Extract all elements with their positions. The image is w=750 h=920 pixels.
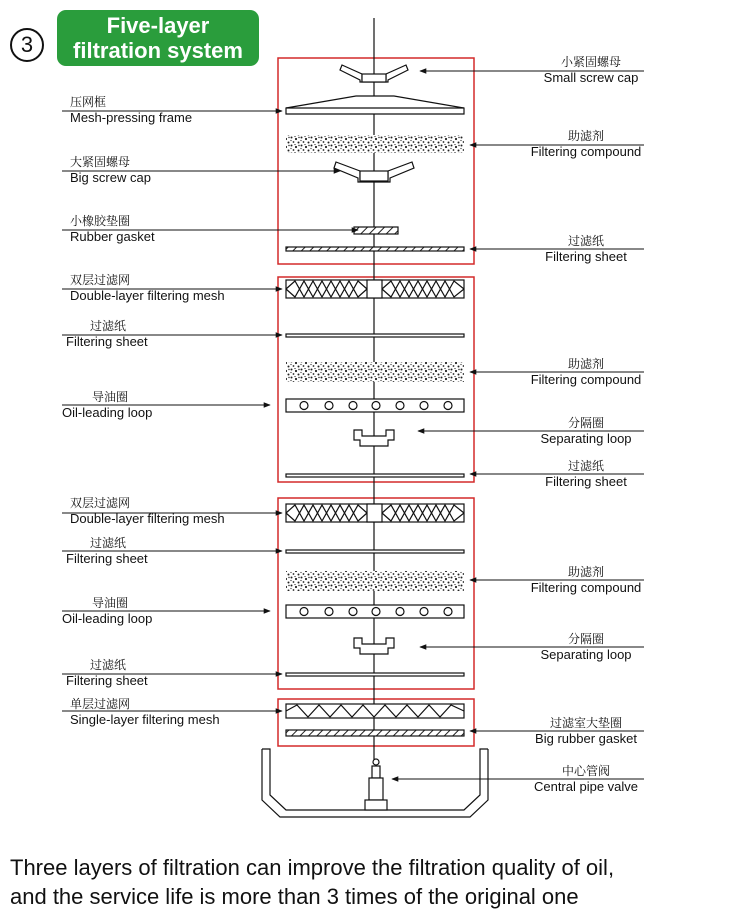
label-filtering-sheet-3	[532, 458, 640, 490]
label-zh: 压网框	[70, 95, 107, 109]
label-central-valve	[524, 763, 648, 795]
label-zh: 分隔圈	[567, 632, 604, 646]
label-en: Separating loop	[540, 647, 632, 662]
rubber-gasket	[354, 227, 398, 234]
label-en: Double-layer filtering mesh	[70, 511, 225, 526]
caption-line-1: Three layers of filtration can improve the filtration quality of oil,	[10, 855, 615, 880]
label-zh: 助滤剂	[567, 357, 604, 371]
double-layer-mesh-1	[286, 280, 464, 298]
filtering-sheet-2	[286, 334, 464, 337]
label-zh: 助滤剂	[567, 565, 604, 579]
label-en: Filtering compound	[530, 372, 642, 387]
double-layer-mesh-2	[286, 504, 464, 522]
label-en: Big screw cap	[70, 170, 151, 185]
label-compound-2	[522, 356, 650, 388]
mesh-pressing-frame	[286, 96, 464, 114]
label-separating-loop-2	[532, 631, 640, 663]
label-en: Central pipe valve	[533, 779, 639, 794]
label-zh: 过滤纸	[567, 459, 604, 473]
filtering-sheet-1	[286, 247, 464, 251]
label-en: Filtering sheet	[66, 673, 148, 688]
label-zh: 过滤纸	[90, 536, 127, 550]
label-zh: 过滤室大垫圈	[549, 716, 622, 730]
label-zh: 过滤纸	[90, 658, 127, 672]
oil-leading-loop-2	[286, 605, 464, 618]
label-double-mesh-1	[70, 272, 225, 304]
label-en: Mesh-pressing frame	[70, 110, 193, 125]
title-line-2: filtration system	[73, 38, 243, 63]
filtering-sheet-5	[286, 673, 464, 676]
label-en: Filtering sheet	[66, 334, 148, 349]
filtering-sheet-4	[286, 550, 464, 553]
label-small-screw-cap	[532, 54, 650, 86]
label-en: Filtering compound	[530, 144, 642, 159]
label-zh: 双层过滤网	[70, 273, 131, 287]
label-big-rubber-gasket	[524, 715, 648, 747]
label-en: Filtering compound	[530, 580, 642, 595]
label-en: Big rubber gasket	[535, 731, 637, 746]
label-zh: 导油圈	[92, 390, 129, 404]
label-mesh-pressing-frame	[70, 94, 192, 126]
label-en: Single-layer filtering mesh	[70, 712, 220, 727]
filtering-compound-1	[286, 135, 464, 153]
caption	[10, 853, 740, 911]
filtering-sheet-3	[286, 474, 464, 477]
label-en: Filtering sheet	[66, 551, 148, 566]
label-rubber-gasket	[70, 213, 155, 245]
oil-leading-loop-1	[286, 399, 464, 412]
big-rubber-gasket	[286, 730, 464, 736]
label-en: Rubber gasket	[70, 229, 155, 244]
label-zh: 导油圈	[92, 596, 129, 610]
label-filtering-sheet-1	[532, 233, 640, 265]
filtering-compound-2	[286, 362, 464, 382]
label-zh: 单层过滤网	[70, 697, 131, 711]
label-en: Filtering sheet	[545, 249, 627, 264]
label-en: Oil-leading loop	[62, 611, 153, 626]
label-en: Filtering sheet	[545, 474, 627, 489]
step-number-circle: 3	[10, 28, 44, 62]
label-compound-1	[522, 128, 650, 160]
label-zh: 小橡胶垫圈	[70, 214, 131, 228]
label-zh: 小紧固螺母	[560, 55, 621, 69]
label-zh: 过滤纸	[90, 319, 127, 333]
label-zh: 过滤纸	[567, 234, 604, 248]
label-zh: 大紧固螺母	[70, 155, 131, 169]
label-compound-3	[522, 564, 650, 596]
label-filtering-sheet-4	[66, 535, 148, 567]
single-layer-mesh	[286, 704, 464, 718]
label-filtering-sheet-2	[66, 318, 148, 350]
label-big-screw-cap	[70, 154, 151, 186]
label-filtering-sheet-5	[66, 657, 148, 689]
label-en: Small screw cap	[543, 70, 639, 85]
label-zh: 助滤剂	[567, 129, 604, 143]
label-oil-loop-2	[62, 595, 152, 627]
label-single-mesh	[70, 696, 220, 728]
label-zh: 双层过滤网	[70, 496, 131, 510]
label-zh: 分隔圈	[567, 416, 604, 430]
label-zh: 中心管阀	[561, 764, 610, 778]
components	[262, 65, 488, 817]
label-en: Oil-leading loop	[62, 405, 153, 420]
label-en: Double-layer filtering mesh	[70, 288, 225, 303]
label-en: Separating loop	[540, 431, 632, 446]
frame-lower-group	[278, 498, 474, 689]
caption-line-2: and the service life is more than 3 times of the original one	[10, 884, 579, 909]
label-double-mesh-2	[70, 495, 225, 527]
filtering-compound-3	[286, 571, 464, 591]
central-pipe-valve	[365, 759, 387, 810]
label-separating-loop-1	[532, 415, 640, 447]
title-line-1: Five-layer	[106, 13, 210, 38]
label-oil-loop-1	[62, 389, 152, 421]
